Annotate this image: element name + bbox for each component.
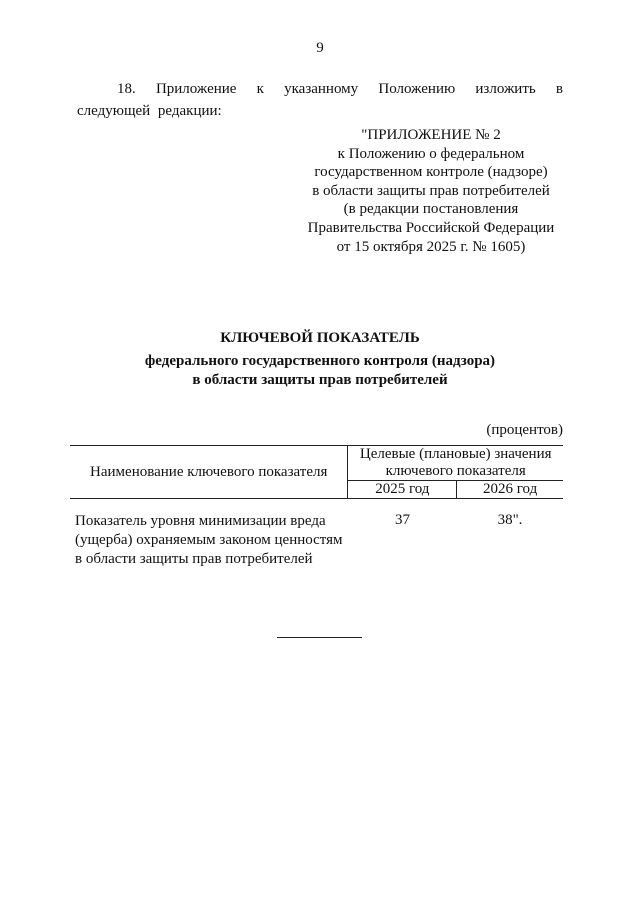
subtitle-line: в области защиты прав потребителей	[192, 371, 448, 388]
appendix-line: государственном контроле (надзоре)	[314, 164, 548, 181]
document-subtitle	[0, 352, 640, 389]
amendment-paragraph: 18. Приложение к указанному Положению изложить в следующей редакции:	[77, 81, 563, 119]
subtitle-line: федерального государственного контроля (надзора)	[144, 353, 496, 369]
appendix-line: к Положению о федеральном	[337, 145, 525, 162]
page-number: 9	[316, 40, 324, 56]
header-year-2025: 2025 год	[348, 481, 457, 499]
appendix-line: от 15 октября 2025 г. № 1605)	[336, 238, 526, 255]
value-2025: 37	[395, 512, 410, 528]
appendix-line: "ПРИЛОЖЕНИЕ № 2	[361, 127, 501, 143]
units-label: (процентов)	[486, 422, 563, 438]
indicator-table	[70, 445, 563, 499]
header-name: Наименование ключевого показателя	[70, 446, 348, 499]
header-target: Целевые (плановые) значения ключевого показателя	[348, 446, 563, 481]
value-2026: 38".	[497, 512, 523, 528]
end-rule	[277, 637, 362, 638]
header-year-2026: 2026 год	[457, 481, 563, 499]
appendix-line: (в редакции постановления	[343, 201, 519, 218]
appendix-heading	[300, 126, 562, 256]
appendix-line: Правительства Российской Федерации	[307, 219, 555, 236]
appendix-line: в области защиты прав потребителей	[312, 182, 550, 199]
document-title: КЛЮЧЕВОЙ ПОКАЗАТЕЛЬ	[220, 330, 420, 346]
indicator-name: Показатель уровня минимизации вреда (ущерба) охраняемым законом ценностям в области защиты прав потребителей	[75, 513, 343, 567]
